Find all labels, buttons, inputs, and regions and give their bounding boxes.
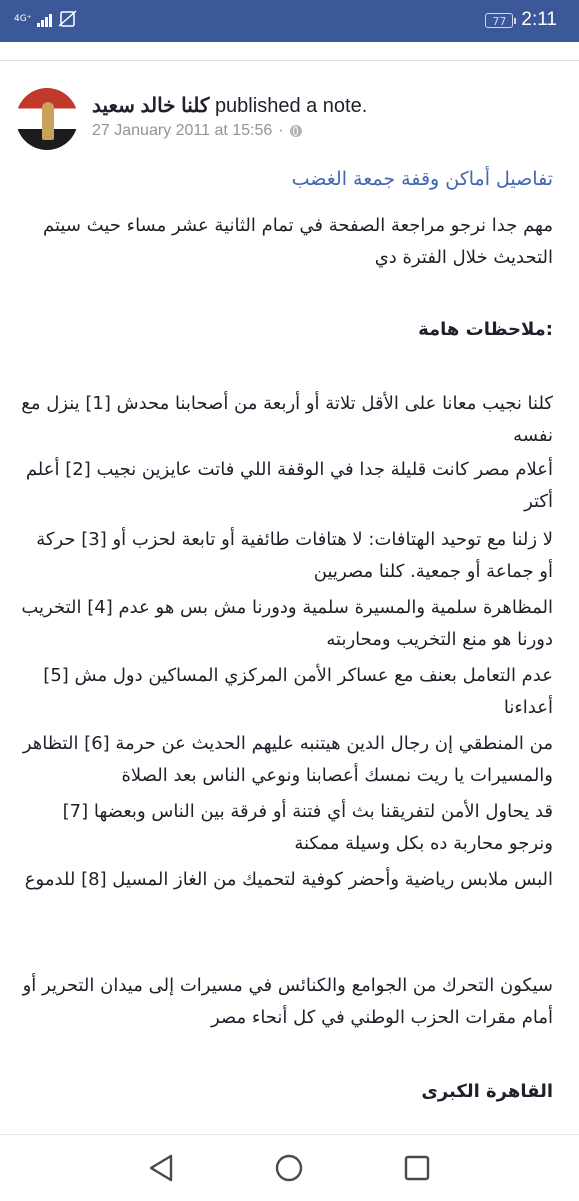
note-item-4: المظاهرة سلمية والمسيرة سلمية ودورنا مش بس هو عدم [4] التخريب دورنا هو منع التخريب ومحاربته [21,597,553,650]
post-timestamp[interactable]: 27 January 2011 at 15:56 [92,122,273,139]
status-right [485,9,557,31]
navigation-bar [0,1134,579,1201]
note-title[interactable]: تفاصيل أماكن وقفة جمعة الغضب [291,168,553,190]
notes-heading: :ملاحظات هامة [418,319,553,340]
divider [0,60,579,61]
home-circle-icon[interactable] [272,1151,306,1185]
recents-square-icon[interactable] [400,1151,434,1185]
clock: 2:11 [521,9,557,30]
status-left [14,10,78,28]
network-type: 4G⁺ [14,13,32,24]
avatar-figure [42,102,54,140]
author-name[interactable]: كلنا خالد سعيد [92,95,210,117]
author-verb: published a note. [214,95,368,117]
note-item-7: قد يحاول الأمن لتفريقنا بث أي فتنة أو فرقة بين الناس وبعضها [7] ونرجو محاربة ده بكل وسيلة ممكنة [62,801,553,854]
note-item-3: لا زلنا مع توحيد الهتافات: لا هتافات طائفية أو تابعة لحزب أو [3] حركة أو جماعة أو جمعية. كلنا مصريين [36,529,553,582]
intro-text: مهم جدا نرجو مراجعة الصفحة في تمام الثانية عشر مساء حيث سيتم التحديث خلال الفترة دي [43,215,553,268]
region-heading: القاهرة الكبرى [421,1081,553,1102]
author-avatar[interactable] [16,88,78,150]
meta-separator: · [278,122,284,139]
note-item-5: عدم التعامل بعنف مع عساكر الأمن المركزي المساكين دول مش [5] أعداءنا [43,665,553,718]
note-item-6: من المنطقي إن رجال الدين هيتنبه عليهم الحديث عن حرمة [6] التظاهر والمسيرات يا ريت نمسك أعصابنا ونوعي الناس بعد الصلاة [22,733,553,786]
note-item-8: البس ملابس رياضية وأحضر كوفية لتحميك من الغاز المسيل [8] للدموع [24,869,553,890]
sim-off-icon [58,10,78,28]
back-triangle-icon[interactable] [144,1151,178,1185]
march-text: سيكون التحرك من الجوامع والكنائس في مسيرات إلى ميدان التحرير أو أمام مقرات الحزب الوطني في كل أنحاء مصر [22,975,553,1028]
post-meta [92,122,302,140]
status-bar [0,0,579,42]
globe-icon [290,125,302,137]
signal-icon [37,11,52,27]
battery-icon: 77 [485,13,513,28]
author-line [92,93,562,118]
note-item-2: أعلام مصر كانت قليلة جدا في الوقفة اللي فاتت عايزين نجيب [2] أعلم أكتر [25,459,553,512]
note-post [0,42,579,1134]
note-item-1: كلنا نجيب معانا على الأقل تلاتة أو أربعة من أصحابنا محدش [1] ينزل مع نفسه [21,393,553,446]
